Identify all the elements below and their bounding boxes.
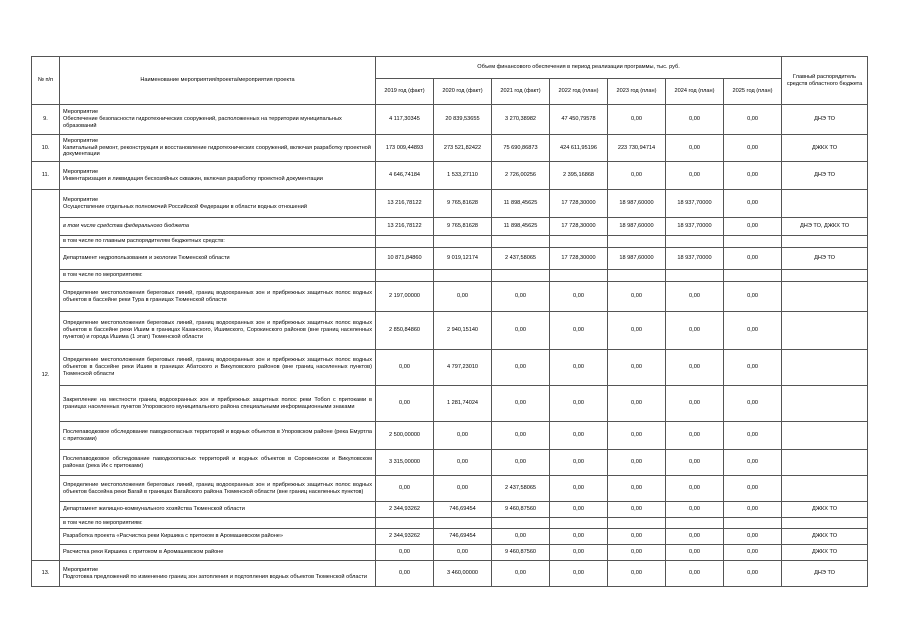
table-row-12-item — [32, 282, 868, 312]
value-2022: 2 395,16868 — [550, 162, 608, 190]
value-2019: 2 850,84860 — [376, 312, 434, 350]
value-2020: 0,00 — [434, 476, 492, 502]
value-2019: 0,00 — [376, 476, 434, 502]
value-2020: 9 765,81628 — [434, 190, 492, 218]
value-2021: 2 726,00256 — [492, 162, 550, 190]
table-row-12-item — [32, 386, 868, 422]
value-2020: 0,00 — [434, 422, 492, 450]
value-2025: 0,00 — [724, 422, 782, 450]
value-2025: 0,00 — [724, 476, 782, 502]
row-name — [60, 561, 376, 587]
row-text: Инвентаризация и ликвидация бесхозяйных скважин, включая разработку проектной документации — [63, 175, 323, 182]
value-2021: 0,00 — [492, 450, 550, 476]
table-row-12-measures2 — [32, 518, 868, 529]
row-text: Обеспечение безопасности гидротехнических сооружений, расположенных на территории муниципальных образований — [63, 116, 342, 129]
value-2021: 0,00 — [492, 422, 550, 450]
row-text: в том числе по главным распорядителям бюджетных средств: — [60, 236, 376, 248]
table-row-11 — [32, 162, 868, 190]
value-2022: 47 450,79578 — [550, 105, 608, 135]
value-2024: 0,00 — [666, 422, 724, 450]
header-year-2024: 2024 год (план) — [666, 79, 724, 105]
table-row-12-measures — [32, 270, 868, 282]
row-text: Послепаводковое обследование паводкоопасных территорий и водных объектов в Сорокинском и Викуловском районах (река Ик с притоками) — [60, 450, 376, 476]
value-2025: 0,00 — [724, 545, 782, 561]
value-2024: 0,00 — [666, 545, 724, 561]
value-2021: 0,00 — [492, 529, 550, 545]
value-2020: 1 281,74024 — [434, 386, 492, 422]
value-2025: 0,00 — [724, 502, 782, 518]
value-2023: 0,00 — [608, 282, 666, 312]
table-row-12-item2 — [32, 529, 868, 545]
value-2024: 0,00 — [666, 350, 724, 386]
header-year-2019: 2019 год (факт) — [376, 79, 434, 105]
row-text: Разработка проекта «Расчистка реки Киршика с притоком в Аромашевском районе» — [60, 529, 376, 545]
row-number: 10. — [32, 135, 60, 162]
table-row-12-managers — [32, 236, 868, 248]
table-row-12 — [32, 190, 868, 218]
table-row-12-item — [32, 350, 868, 386]
value-2022: 17 728,30000 — [550, 248, 608, 270]
value-2025: 0,00 — [724, 105, 782, 135]
value-2020: 1 533,27110 — [434, 162, 492, 190]
value-2020: 9 019,12174 — [434, 248, 492, 270]
value-2024: 0,00 — [666, 135, 724, 162]
value-2023: 223 730,94714 — [608, 135, 666, 162]
row-title: Мероприятие — [63, 168, 99, 175]
table-row-12-item — [32, 312, 868, 350]
value-2020: 0,00 — [434, 545, 492, 561]
value-2025: 0,00 — [724, 162, 782, 190]
value-2024: 18 937,70000 — [666, 248, 724, 270]
value-2021: 9 460,87560 — [492, 545, 550, 561]
value-2021: 0,00 — [492, 312, 550, 350]
value-2024: 18 937,70000 — [666, 218, 724, 236]
table-row-9 — [32, 105, 868, 135]
header-financing: Объем финансового обеспечения в период реализации программы, тыс. руб. — [376, 57, 782, 79]
header-year-2022: 2022 год (план) — [550, 79, 608, 105]
value-2021: 0,00 — [492, 282, 550, 312]
value-2025: 0,00 — [724, 350, 782, 386]
row-text: Подготовка предложений по изменению границ зон затопления и подтопления водных объектов Тюменской области — [63, 573, 368, 580]
value-2021: 11 898,45625 — [492, 190, 550, 218]
value-2023: 0,00 — [608, 386, 666, 422]
value-2019: 0,00 — [376, 386, 434, 422]
row-title: Мероприятие — [63, 566, 99, 573]
value-2024: 0,00 — [666, 529, 724, 545]
manager-cell: ДЖКХ ТО — [782, 502, 868, 518]
value-2023: 0,00 — [608, 545, 666, 561]
row-text: в том числе по мероприятиям: — [60, 270, 376, 282]
value-2019: 2 344,93262 — [376, 529, 434, 545]
value-2022: 0,00 — [550, 350, 608, 386]
value-2025: 0,00 — [724, 386, 782, 422]
value-2020: 0,00 — [434, 282, 492, 312]
value-2024: 0,00 — [666, 386, 724, 422]
table-row-12-dept2 — [32, 502, 868, 518]
value-2020: 746,69454 — [434, 529, 492, 545]
manager-cell: ДНЭ ТО, ДЖКХ ТО — [782, 218, 868, 236]
value-2023: 0,00 — [608, 502, 666, 518]
row-number: 9. — [32, 105, 60, 135]
program-finance-table — [31, 56, 868, 587]
row-number: 13. — [32, 561, 60, 587]
value-2021: 0,00 — [492, 386, 550, 422]
value-2021: 2 437,58065 — [492, 476, 550, 502]
manager-cell: ДЖКХ ТО — [782, 135, 868, 162]
value-2022: 0,00 — [550, 312, 608, 350]
header-manager: Главный распорядитель средств областного бюджета — [782, 57, 868, 105]
row-name — [60, 135, 376, 162]
value-2022: 0,00 — [550, 529, 608, 545]
row-text: Департамент недропользования и экологии Тюменской области — [60, 248, 376, 270]
manager-cell: ДНЭ ТО — [782, 105, 868, 135]
table-row-12-item — [32, 422, 868, 450]
table-row-12-dept1 — [32, 248, 868, 270]
row-text: Расчистка реки Киршика с притоком в Аромашевском районе — [60, 545, 376, 561]
row-number: 12. — [32, 190, 60, 561]
value-2023: 0,00 — [608, 476, 666, 502]
value-2024: 0,00 — [666, 561, 724, 587]
value-2022: 0,00 — [550, 476, 608, 502]
value-2025: 0,00 — [724, 450, 782, 476]
value-2025: 0,00 — [724, 218, 782, 236]
value-2020: 273 521,82422 — [434, 135, 492, 162]
row-title: Мероприятие — [63, 196, 99, 203]
value-2022: 17 728,30000 — [550, 190, 608, 218]
row-name — [60, 162, 376, 190]
table-row-12-federal — [32, 218, 868, 236]
value-2022: 0,00 — [550, 422, 608, 450]
value-2021: 2 437,58065 — [492, 248, 550, 270]
row-text: Определение местоположения береговых линий, границ водоохранных зон и прибрежных защитных полос водных объектов в бассейне реки Ишим в границах Казанского, Ишимского, Сорокинского районов (вне границ населенных пунктов) и города Ишима (1 этап) Тюменской области — [60, 312, 376, 350]
document-page — [31, 56, 867, 587]
header-year-2023: 2023 год (план) — [608, 79, 666, 105]
value-2025: 0,00 — [724, 248, 782, 270]
value-2025: 0,00 — [724, 561, 782, 587]
value-2024: 0,00 — [666, 282, 724, 312]
value-2019: 2 197,00000 — [376, 282, 434, 312]
row-text: Определение местоположения береговых линий, границ водоохранных зон и прибрежных защитных полос водных объектов бассейна реки Вагай в границах Вагайского района Тюменской области (вне границ населенных пунктов) — [60, 476, 376, 502]
header-number: № п/п — [32, 57, 60, 105]
row-number: 11. — [32, 162, 60, 190]
value-2019: 4 646,74184 — [376, 162, 434, 190]
value-2019: 2 500,00000 — [376, 422, 434, 450]
value-2020: 9 765,81628 — [434, 218, 492, 236]
value-2024: 18 937,70000 — [666, 190, 724, 218]
value-2020: 0,00 — [434, 450, 492, 476]
value-2024: 0,00 — [666, 105, 724, 135]
value-2022: 424 611,95196 — [550, 135, 608, 162]
value-2022: 0,00 — [550, 545, 608, 561]
row-title: Мероприятие — [63, 109, 99, 116]
value-2025: 0,00 — [724, 135, 782, 162]
value-2022: 0,00 — [550, 282, 608, 312]
value-2020: 20 839,53655 — [434, 105, 492, 135]
row-text: Департамент жилищно-коммунального хозяйства Тюменской области — [60, 502, 376, 518]
value-2019: 2 344,93262 — [376, 502, 434, 518]
row-name — [60, 190, 376, 218]
table-row-12-item2 — [32, 545, 868, 561]
value-2023: 0,00 — [608, 422, 666, 450]
value-2019: 0,00 — [376, 545, 434, 561]
value-2019: 173 009,44893 — [376, 135, 434, 162]
value-2021: 3 270,38982 — [492, 105, 550, 135]
value-2023: 0,00 — [608, 162, 666, 190]
value-2023: 18 987,60000 — [608, 218, 666, 236]
manager-cell: ДНЭ ТО — [782, 248, 868, 270]
manager-cell — [782, 190, 868, 218]
manager-cell: ДНЭ ТО — [782, 162, 868, 190]
row-text: Определение местоположения береговых линий, границ водоохранных зон и прибрежных защитных полос водных объектов в бассейне реки Ишим в границах Абатского и Викуловского районов (вне границ населенных пунктов) Тюменской области — [60, 350, 376, 386]
value-2019: 4 117,30345 — [376, 105, 434, 135]
row-text: Осуществление отдельных полномочий Российской Федерации в области водных отношений — [63, 203, 307, 210]
row-name — [60, 105, 376, 135]
value-2025: 0,00 — [724, 529, 782, 545]
value-2024: 0,00 — [666, 476, 724, 502]
value-2025: 0,00 — [724, 282, 782, 312]
value-2025: 0,00 — [724, 312, 782, 350]
value-2023: 0,00 — [608, 105, 666, 135]
manager-cell: ДЖКХ ТО — [782, 529, 868, 545]
value-2021: 0,00 — [492, 561, 550, 587]
row-text: Закрепление на местности границ водоохранных зон и прибрежных защитных полос реки Тобол с притоками в границах населенных пунктов Упоровского муниципального района специальными информационными знаками — [60, 386, 376, 422]
value-2023: 0,00 — [608, 350, 666, 386]
value-2021: 9 460,87560 — [492, 502, 550, 518]
value-2023: 0,00 — [608, 561, 666, 587]
value-2022: 0,00 — [550, 561, 608, 587]
value-2022: 0,00 — [550, 450, 608, 476]
value-2024: 0,00 — [666, 450, 724, 476]
value-2023: 0,00 — [608, 450, 666, 476]
table-row-10 — [32, 135, 868, 162]
value-2021: 75 690,86873 — [492, 135, 550, 162]
value-2022: 0,00 — [550, 502, 608, 518]
row-text: в том числе по мероприятиям: — [60, 518, 376, 529]
value-2020: 2 940,15140 — [434, 312, 492, 350]
value-2020: 746,69454 — [434, 502, 492, 518]
table-row-13 — [32, 561, 868, 587]
value-2020: 4 797,23010 — [434, 350, 492, 386]
value-2019: 0,00 — [376, 350, 434, 386]
value-2019: 13 216,78122 — [376, 190, 434, 218]
header-year-2025: 2025 год (план) — [724, 79, 782, 105]
value-2020: 3 460,00000 — [434, 561, 492, 587]
header-year-2021: 2021 год (факт) — [492, 79, 550, 105]
row-text: в том числе средства федерального бюджета — [60, 218, 376, 236]
value-2023: 0,00 — [608, 312, 666, 350]
table-row-12-item — [32, 450, 868, 476]
value-2019: 13 216,78122 — [376, 218, 434, 236]
value-2019: 3 315,00000 — [376, 450, 434, 476]
value-2019: 0,00 — [376, 561, 434, 587]
value-2025: 0,00 — [724, 190, 782, 218]
value-2022: 0,00 — [550, 386, 608, 422]
value-2021: 0,00 — [492, 350, 550, 386]
value-2023: 0,00 — [608, 529, 666, 545]
value-2023: 18 987,60000 — [608, 190, 666, 218]
row-text: Определение местоположения береговых линий, границ водоохранных зон и прибрежных защитных полос водных объектов в бассейне реки Тура в границах Тюменской области — [60, 282, 376, 312]
value-2022: 17 728,30000 — [550, 218, 608, 236]
table-row-12-item — [32, 476, 868, 502]
value-2021: 11 898,45625 — [492, 218, 550, 236]
value-2024: 0,00 — [666, 162, 724, 190]
row-title: Мероприятие — [63, 137, 99, 144]
header-name: Наименование мероприятия/проекта/мероприятия проекта — [60, 57, 376, 105]
value-2023: 18 987,60000 — [608, 248, 666, 270]
row-text: Капитальный ремонт, реконструкция и восстановление гидротехнических сооружений, включая разработку проектной документации — [63, 144, 371, 158]
manager-cell: ДЖКХ ТО — [782, 545, 868, 561]
row-text: Послепаводковое обследование паводкоопасных территорий и водных объектов в Упоровском районе (река Емуртла с притоками) — [60, 422, 376, 450]
value-2024: 0,00 — [666, 312, 724, 350]
header-year-2020: 2020 год (факт) — [434, 79, 492, 105]
value-2024: 0,00 — [666, 502, 724, 518]
manager-cell: ДНЭ ТО — [782, 561, 868, 587]
value-2019: 10 871,84860 — [376, 248, 434, 270]
